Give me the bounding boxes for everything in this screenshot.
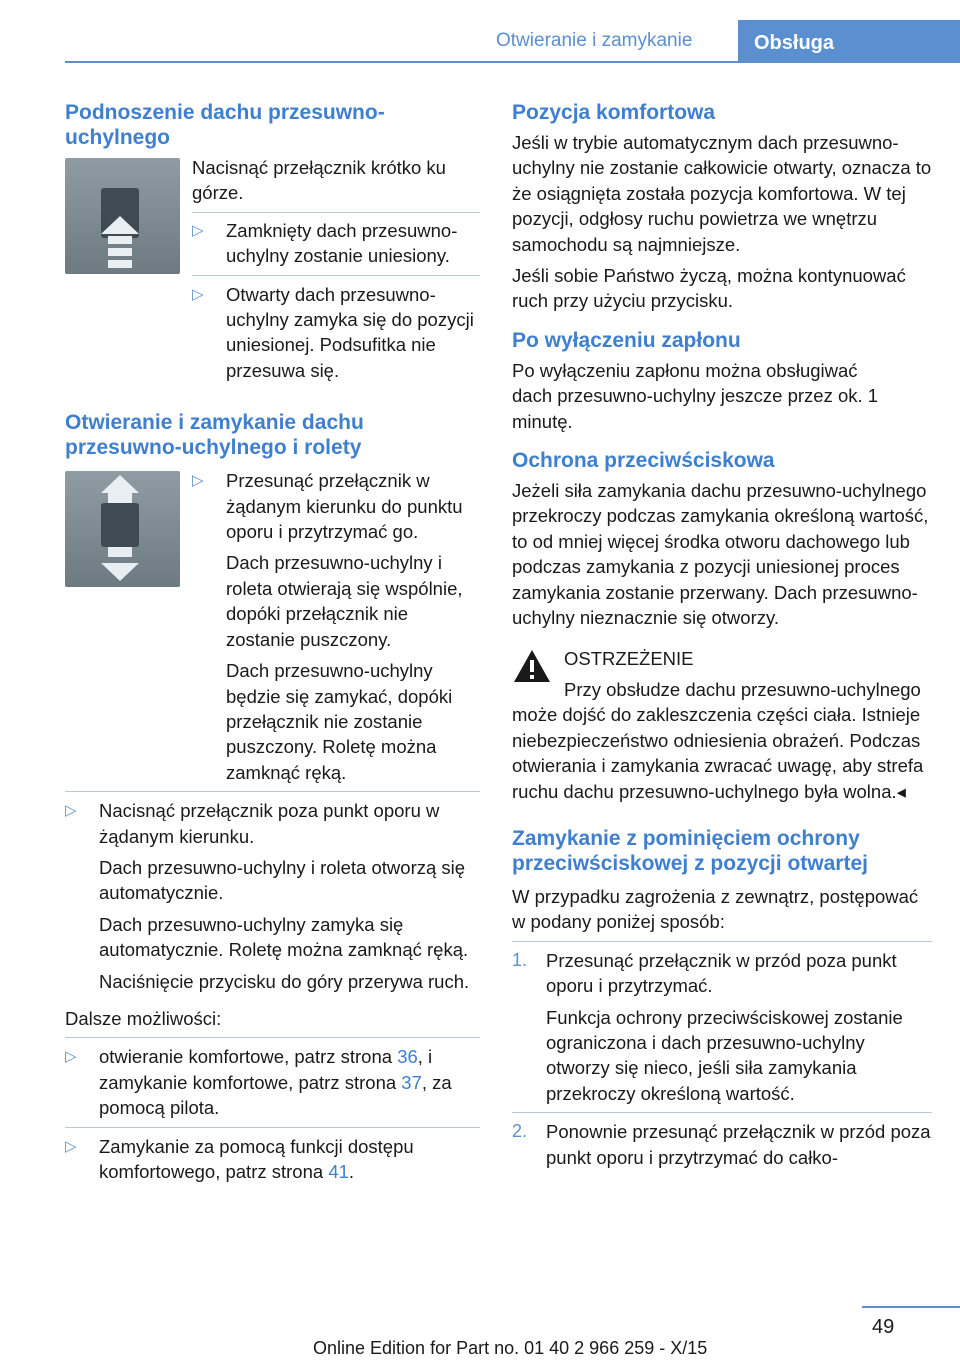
warning-text: Przy obsłudze dachu przesuwno-uchylnego może dojść do zakleszczenia części ciała. Istnieje niebezpieczeństwo odniesienia obrażeń. Podczas otwierania i zamykania zwracać uwagę, aby strefa ruchu dachu przesuwno-uchylnego była wolna.◂ <box>512 678 924 802</box>
pinch-protection-text: Jeżeli siła zamykania dachu przesuwno-uchylnego przekroczy podczas zamykania określoną wartość, to od mniej więcej środka otworu dachowego lub podczas zamykania z pozycji uniesionej proces zamykania zostanie przerwany. Dach przesuwno-uchylny nieznacznie się otworzy. <box>512 480 929 629</box>
triangle-bullet-icon: ▷ <box>65 1048 77 1066</box>
triangle-bullet-icon: ▷ <box>65 1137 77 1155</box>
list-item: ▷ Zamknięty dach przesuwno-uchylny zostanie uniesiony. <box>192 212 480 269</box>
list-item: ▷ Nacisnąć przełącznik poza punkt oporu w żądanym kierunku. Dach przesuwno-uchylny i roleta otworzą się automatycznie. Dach przesuwno-uchylny zamyka się automatycznie. Roletę można zamknąć ręką. Naciśnięcie przycisku do góry przerywa ruch. <box>65 791 480 994</box>
section-heading-ignition-off: Po wyłączeniu zapłonu <box>512 328 741 352</box>
section-heading-comfort: Pozycja komfortowa <box>512 101 716 124</box>
edition-footer: Online Edition for Part no. 01 40 2 966 259 - X/15 <box>313 1338 708 1358</box>
section-heading-lift: Podnoszenie dachu przesuwno-uchylnego <box>65 101 385 149</box>
warning-triangle-icon <box>512 648 552 684</box>
comfort-text: Jeśli w trybie automatycznym dach przesuwno-uchylny nie zostanie całkowicie otwarty, oznacza to że osiągnięta została pozycja komfortowa. W tej pozycji, odgłosy ruchu powietrza we wnętrzu samochodu są najmniejsze. <box>512 132 932 255</box>
section-heading-override: Zamykanie z pominięciem ochrony przeciwściskowej z pozycji otwartej <box>512 826 868 875</box>
section-heading-open-close: Otwieranie i zamykanie dachu przesuwno-uchylnego i rolety <box>65 411 364 460</box>
warning-title: OSTRZEŻENIE <box>564 647 694 669</box>
lift-intro: Nacisnąć przełącznik krótko ku górze. <box>192 157 446 204</box>
section-heading-pinch-protection: Ochrona przeciwściskowa <box>512 449 775 473</box>
override-intro: W przypadku zagrożenia z zewnątrz, postępować w podany poniżej sposób: <box>512 885 919 933</box>
page-link-37[interactable]: 37 <box>401 1071 422 1093</box>
warning-block <box>512 646 932 804</box>
list-item: ▷ Przesunąć przełącznik w żądanym kierunku do punktu oporu i przytrzymać go. Dach przesuwno-uchylny i roleta otwierają się wspólnie, dopóki przełącznik nie zostanie puszczony. Dach przesuwno-uchylny będzie się zamykać, dopóki przełącznik nie zostanie puszczony. Roletę można zamknąć ręką. <box>192 468 480 785</box>
numbered-item-1: 1. Przesunąć przełącznik w przód poza punkt oporu i przytrzymać. Funkcja ochrony przeciwściskowej zostanie ograniczona i dach przesuwno-uchylny otworzy się nieco, jeśli siła zamykania przekroczy określoną wartość. <box>512 941 932 1106</box>
page-number: 49 <box>872 1316 895 1338</box>
numbered-item-2: 2. Ponownie przesunąć przełącznik w przód poza punkt oporu i przytrzymać do całko- <box>512 1112 932 1170</box>
right-column <box>512 100 932 1170</box>
section-lift-body <box>65 155 480 383</box>
triangle-bullet-icon: ▷ <box>192 472 204 490</box>
list-item: ▷ Otwarty dach przesuwno-uchylny zamyka się do pozycji uniesionej. Podsufitka nie przesuwa się. <box>192 275 480 384</box>
switch-up-down-image <box>65 471 180 587</box>
triangle-bullet-icon: ▷ <box>65 802 77 820</box>
left-column <box>65 100 480 1184</box>
page-link-41[interactable]: 41 <box>328 1161 349 1182</box>
page-link-36[interactable]: 36 <box>397 1046 418 1068</box>
running-header-chapter-tab: Obsługa <box>738 20 960 63</box>
more-options-label: Dalsze możliwości: <box>65 1007 222 1029</box>
switch-up-image <box>65 158 180 274</box>
comfort-text-2: Jeśli sobie Państwo życzą, można kontynuować ruch przy użyciu przycisku. <box>512 265 906 312</box>
running-header-section: Otwieranie i zamykanie <box>496 30 693 51</box>
list-item: ▷ otwieranie komfortowe, patrz strona 36, i zamykanie komfortowe, patrz strona 37, za pomocą pilota. <box>65 1037 480 1120</box>
triangle-bullet-icon: ▷ <box>192 285 204 303</box>
ignition-off-text: Po wyłączeniu zapłonu można obsługiwać dach przesuwno-uchylny jeszcze przez ok. 1 minutę. <box>512 359 879 432</box>
section-open-close-body <box>65 468 480 785</box>
list-item: ▷ Zamykanie za pomocą funkcji dostępu komfortowego, patrz strona 41. <box>65 1127 480 1185</box>
triangle-bullet-icon: ▷ <box>192 221 204 239</box>
footer-rule <box>862 1306 960 1308</box>
header-rule <box>65 61 960 63</box>
